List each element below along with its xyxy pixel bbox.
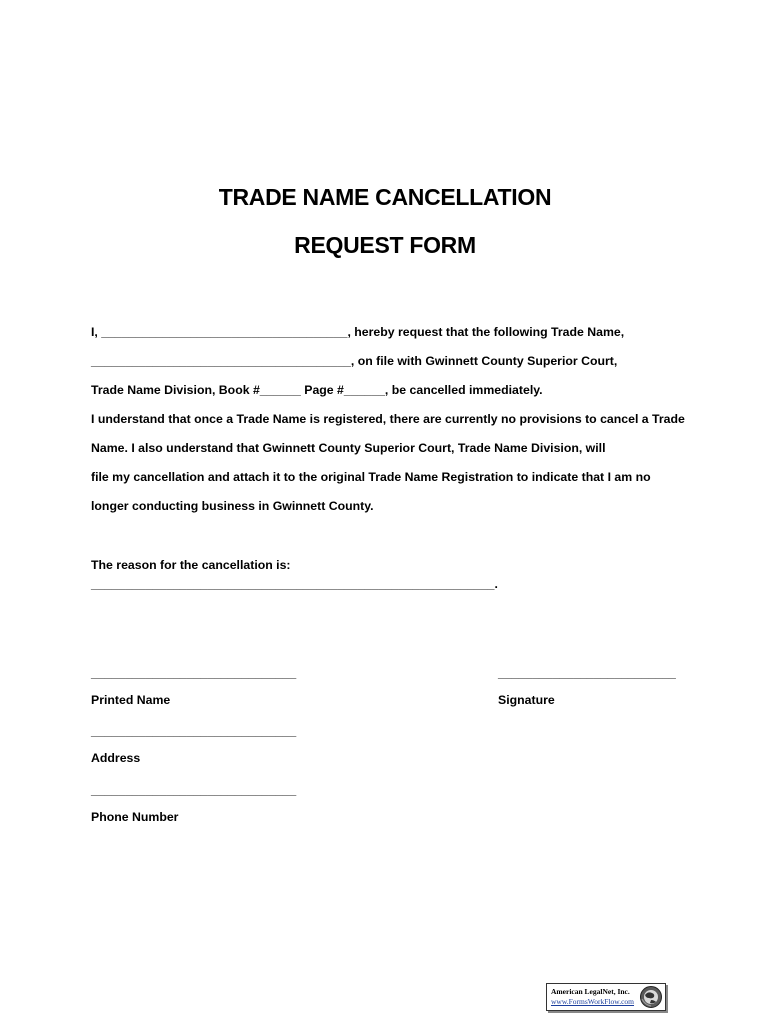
body-line-3: Trade Name Division, Book #______ Page #______, be cancelled immediately. — [91, 383, 543, 397]
footer-logo[interactable] — [546, 983, 666, 1011]
body-line-1: I, ____________________________________, hereby request that the following Trade Name, — [91, 325, 625, 339]
printed-name-line[interactable]: ______________________________ — [91, 666, 297, 680]
address-line[interactable]: ______________________________ — [91, 724, 297, 738]
form-title-line-1: TRADE NAME CANCELLATION — [218, 184, 552, 210]
address-label: Address — [91, 751, 141, 765]
reason-label: The reason for the cancellation is: — [91, 558, 291, 572]
body-line-2: ______________________________________, on file with Gwinnett County Superior Court, — [91, 354, 618, 368]
phone-label: Phone Number — [91, 810, 179, 824]
signature-label: Signature — [498, 693, 555, 707]
form-title-line-2: REQUEST FORM — [294, 232, 476, 258]
reason-line[interactable]: ___________________________________________________________. — [91, 577, 498, 591]
globe-icon — [639, 985, 663, 1009]
body-line-6: file my cancellation and attach it to the original Trade Name Registration to indicate that I am no — [91, 470, 651, 484]
footer-url-link[interactable]: www.FormsWorkFlow.com — [551, 997, 635, 1006]
body-line-7: longer conducting business in Gwinnett County. — [91, 499, 374, 513]
body-line-5: Name. I also understand that Gwinnett County Superior Court, Trade Name Division, will — [91, 441, 606, 455]
footer-company: American LegalNet, Inc. — [551, 987, 630, 996]
phone-line[interactable]: ______________________________ — [91, 783, 297, 797]
signature-line[interactable]: __________________________ — [498, 666, 676, 680]
printed-name-label: Printed Name — [91, 693, 171, 707]
body-line-4: I understand that once a Trade Name is registered, there are currently no provisions to cancel a Trade — [91, 412, 685, 426]
